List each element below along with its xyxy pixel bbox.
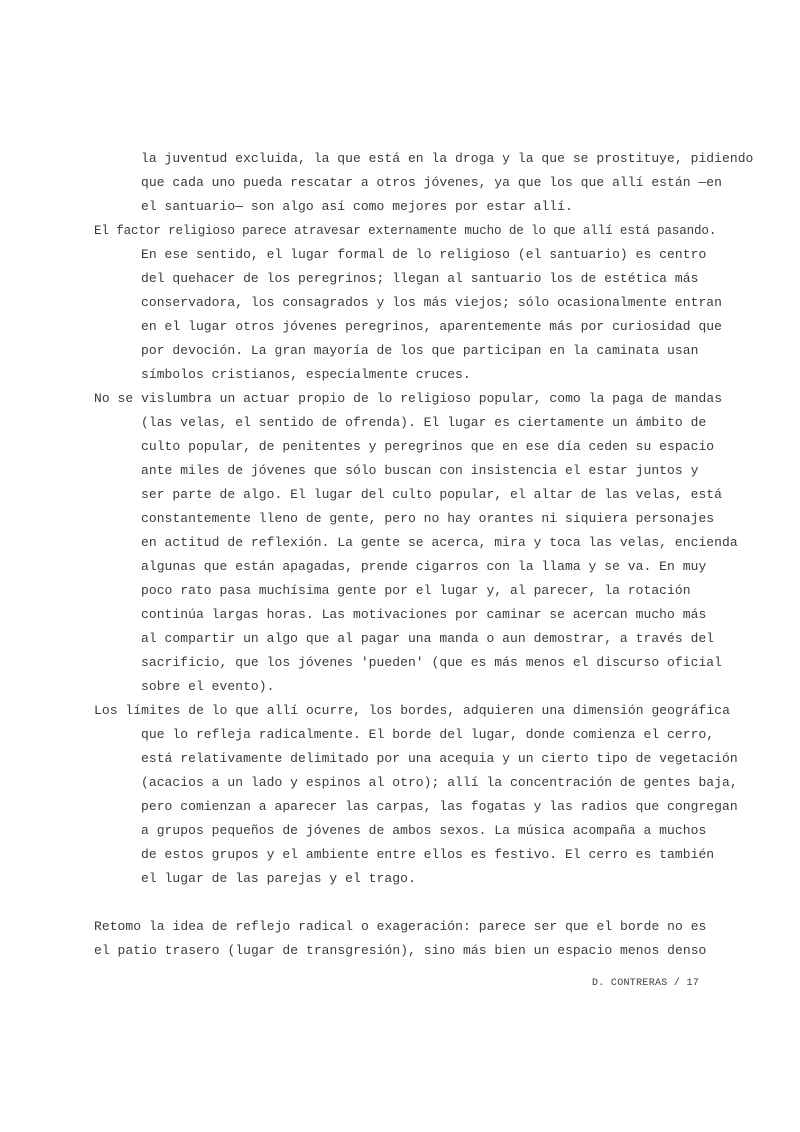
text-line: que lo refleja radicalmente. El borde del lugar, donde comienza el cerro, (141, 727, 715, 742)
text-line: algunas que están apagadas, prende cigarros con la llama y se va. En muy (141, 559, 707, 574)
text-line: pero comienzan a aparecer las carpas, las fogatas y las radios que congregan (141, 799, 738, 814)
text-line: en el lugar otros jóvenes peregrinos, aparentemente más por curiosidad que (141, 319, 722, 334)
text-line: (acacios a un lado y espinos al otro); allí la concentración de gentes baja, (141, 775, 738, 790)
text-line: la juventud excluida, la que está en la droga y la que se prostituye, pidiendo (141, 151, 754, 166)
text-line: en actitud de reflexión. La gente se acerca, mira y toca las velas, encienda (141, 535, 738, 550)
text-line: sacrificio, que los jóvenes 'pueden' (que es más menos el discurso oficial (141, 655, 722, 670)
text-line: el lugar de las parejas y el trago. (141, 871, 416, 886)
page-footer: D. CONTRERAS / 17 (592, 978, 700, 989)
text-line: Los límites de lo que allí ocurre, los bordes, adquieren una dimensión geográfica (94, 703, 730, 718)
text-line: el santuario— son algo así como mejores por estar allí. (141, 199, 573, 214)
text-line: por devoción. La gran mayoría de los que participan en la caminata usan (141, 343, 699, 358)
text-line: está relativamente delimitado por una acequia y un cierto tipo de vegetación (141, 751, 738, 766)
text-line: a grupos pequeños de jóvenes de ambos sexos. La música acompaña a muchos (141, 823, 707, 838)
text-line: (las velas, el sentido de ofrenda). El lugar es ciertamente un ámbito de (141, 415, 707, 430)
text-line: constantemente lleno de gente, pero no hay orantes ni siquiera personajes (141, 511, 715, 526)
text-line: de estos grupos y el ambiente entre ellos es festivo. El cerro es también (141, 847, 715, 862)
text-line: No se vislumbra un actuar propio de lo religioso popular, como la paga de mandas (94, 391, 723, 406)
text-line: El factor religioso parece atravesar externamente mucho de lo que allí está pasando. (94, 224, 717, 238)
text-line: sobre el evento). (141, 679, 275, 694)
text-line: En ese sentido, el lugar formal de lo religioso (el santuario) es centro (141, 247, 707, 262)
text-line: el patio trasero (lugar de transgresión), sino más bien un espacio menos denso (94, 943, 707, 958)
text-line: del quehacer de los peregrinos; llegan al santuario los de estética más (141, 271, 699, 286)
text-line: ante miles de jóvenes que sólo buscan con insistencia el estar juntos y (141, 463, 699, 478)
text-line: símbolos cristianos, especialmente cruces. (141, 367, 471, 382)
text-line: al compartir un algo que al pagar una manda o aun demostrar, a través del (141, 631, 715, 646)
text-line: continúa largas horas. Las motivaciones por caminar se acercan mucho más (141, 607, 707, 622)
text-line: conservadora, los consagrados y los más viejos; sólo ocasionalmente entran (141, 295, 722, 310)
text-line: poco rato pasa muchísima gente por el lugar y, al parecer, la rotación (141, 583, 691, 598)
text-line: que cada uno pueda rescatar a otros jóvenes, ya que los que allí están —en (141, 175, 722, 190)
text-line: culto popular, de penitentes y peregrinos que en ese día ceden su espacio (141, 439, 715, 454)
text-line: ser parte de algo. El lugar del culto popular, el altar de las velas, está (141, 487, 722, 502)
text-line: Retomo la idea de reflejo radical o exageración: parece ser que el borde no es (94, 919, 707, 934)
